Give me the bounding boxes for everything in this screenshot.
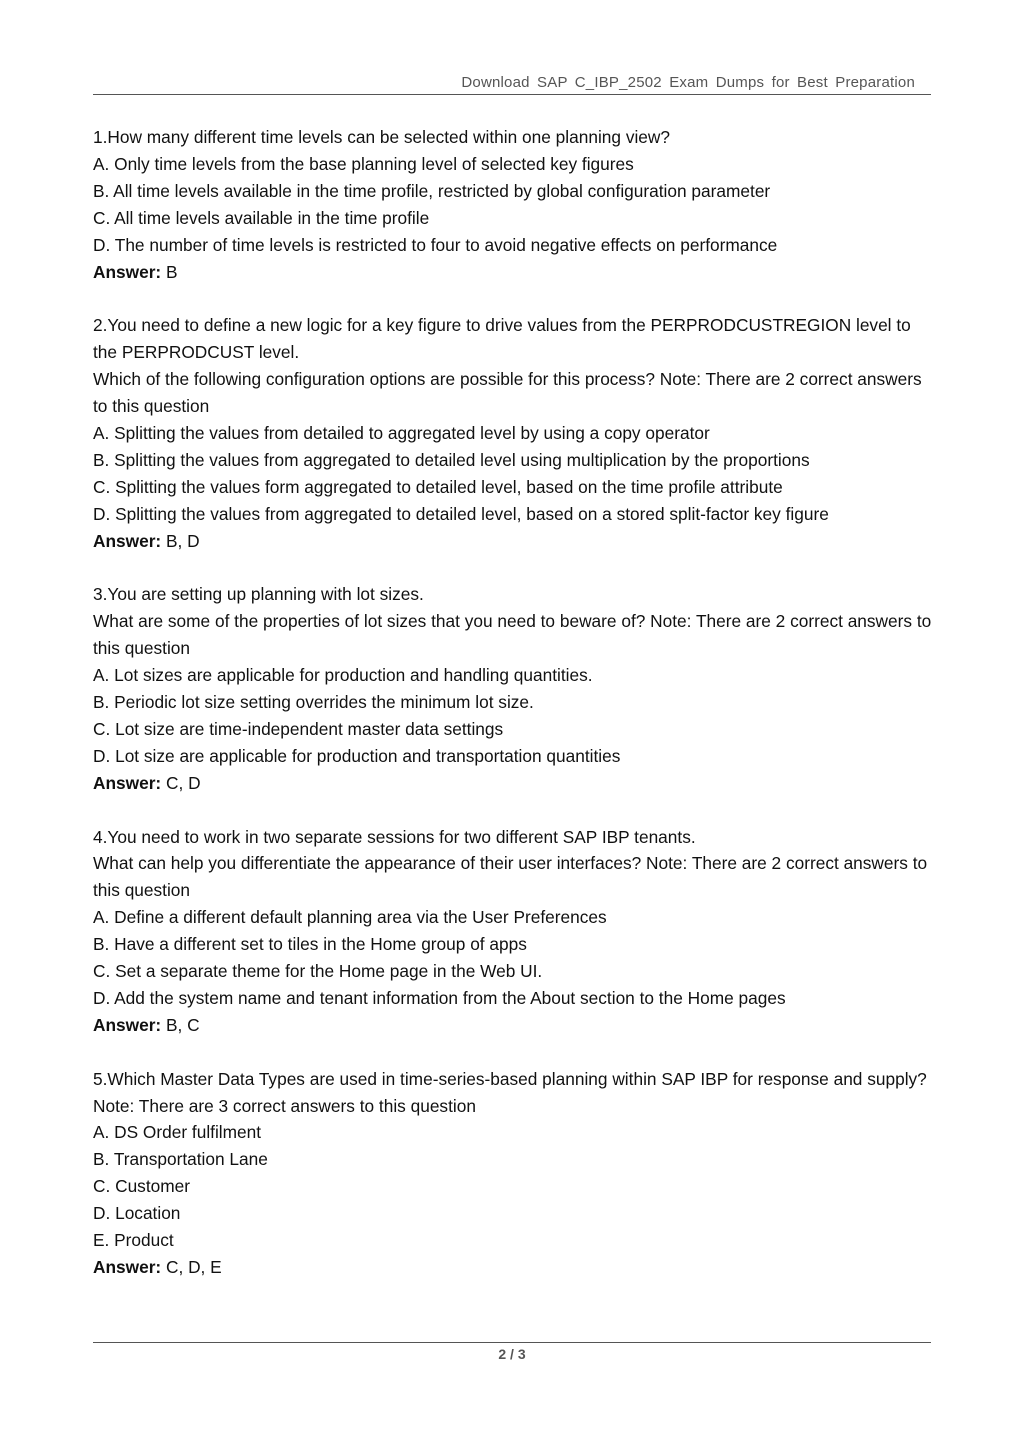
answer-option: A. DS Order fulfilment bbox=[93, 1122, 262, 1143]
question-block bbox=[93, 824, 933, 1039]
answer-value: B, D bbox=[161, 530, 200, 551]
answer-label: Answer: bbox=[93, 530, 162, 551]
question-block bbox=[93, 124, 933, 285]
answer-option: E. Product bbox=[93, 1230, 174, 1251]
question-block bbox=[93, 312, 933, 554]
answer-label: Answer: bbox=[93, 261, 162, 282]
answer-value: C, D bbox=[161, 772, 201, 793]
answer-value: C, D, E bbox=[161, 1257, 222, 1277]
page-header bbox=[93, 72, 931, 95]
answer-option: D. Add the system name and tenant information from the About section to the Home pages bbox=[93, 987, 786, 1008]
question-list bbox=[93, 124, 933, 1308]
answer-option: C. Lot size are time-independent master data settings bbox=[93, 718, 504, 739]
answer-line bbox=[93, 259, 933, 286]
question-text: What can help you differentiate the appearance of their user interfaces? Note: There are 2 correct answers to this question bbox=[93, 853, 928, 901]
answer-option: C. Customer bbox=[93, 1176, 190, 1197]
answer-option: A. Only time levels from the base planning level of selected key figures bbox=[93, 153, 634, 174]
answer-option: B. Splitting the values from aggregated to detailed level using multiplication by the proportions bbox=[93, 449, 810, 470]
answer-line bbox=[93, 528, 933, 555]
answer-option: D. Splitting the values from aggregated to detailed level, based on a stored split-factor key figure bbox=[93, 503, 829, 524]
question-text: Which of the following configuration options are possible for this process? Note: There are 2 correct answers to this question bbox=[93, 369, 922, 417]
answer-option: B. All time levels available in the time profile, restricted by global configuration parameter bbox=[93, 180, 771, 201]
answer-option: B. Transportation Lane bbox=[93, 1149, 268, 1170]
answer-line bbox=[93, 1012, 933, 1039]
question-text: 5.Which Master Data Types are used in time-series-based planning within SAP IBP for response and supply? Note: There are 3 correct answers to this question bbox=[93, 1068, 927, 1116]
answer-option: C. Set a separate theme for the Home page in the Web UI. bbox=[93, 961, 543, 982]
answer-label: Answer: bbox=[93, 772, 162, 793]
question-text: What are some of the properties of lot sizes that you need to beware of? Note: There are 2 correct answers to this question bbox=[93, 611, 932, 659]
answer-option: D. Lot size are applicable for production and transportation quantities bbox=[93, 745, 621, 766]
answer-option: C. All time levels available in the time profile bbox=[93, 207, 430, 228]
question-text: 4.You need to work in two separate sessions for two different SAP IBP tenants. bbox=[93, 826, 696, 847]
question-text: 3.You are setting up planning with lot sizes. bbox=[93, 584, 424, 605]
answer-line bbox=[93, 1254, 933, 1281]
header-title: Download SAP C_IBP_2502 Exam Dumps for Best Preparation bbox=[461, 74, 915, 91]
footer-divider bbox=[93, 1342, 931, 1343]
answer-value: B bbox=[161, 261, 178, 282]
answer-option: A. Lot sizes are applicable for production and handling quantities. bbox=[93, 665, 593, 686]
answer-label: Answer: bbox=[93, 1014, 162, 1035]
answer-option: B. Periodic lot size setting overrides the minimum lot size. bbox=[93, 692, 534, 712]
answer-line bbox=[93, 770, 933, 797]
answer-label: Answer: bbox=[93, 1257, 162, 1277]
page-number: 2 / 3 bbox=[498, 1346, 526, 1362]
answer-option: A. Splitting the values from detailed to aggregated level by using a copy operator bbox=[93, 422, 710, 443]
answer-option: D. The number of time levels is restricted to four to avoid negative effects on performance bbox=[93, 234, 778, 255]
question-text: 2.You need to define a new logic for a key figure to drive values from the PERPRODCUSTREGION level to the PERPRODCUST level. bbox=[93, 315, 911, 363]
answer-option: C. Splitting the values form aggregated to detailed level, based on the time profile attribute bbox=[93, 476, 783, 497]
answer-option: D. Location bbox=[93, 1203, 181, 1224]
question-block bbox=[93, 581, 933, 796]
answer-option: B. Have a different set to tiles in the Home group of apps bbox=[93, 934, 527, 955]
answer-option: A. Define a different default planning area via the User Preferences bbox=[93, 907, 607, 928]
question-block bbox=[93, 1066, 933, 1281]
question-text: 1.How many different time levels can be selected within one planning view? bbox=[93, 127, 671, 147]
answer-value: B, C bbox=[161, 1014, 200, 1035]
